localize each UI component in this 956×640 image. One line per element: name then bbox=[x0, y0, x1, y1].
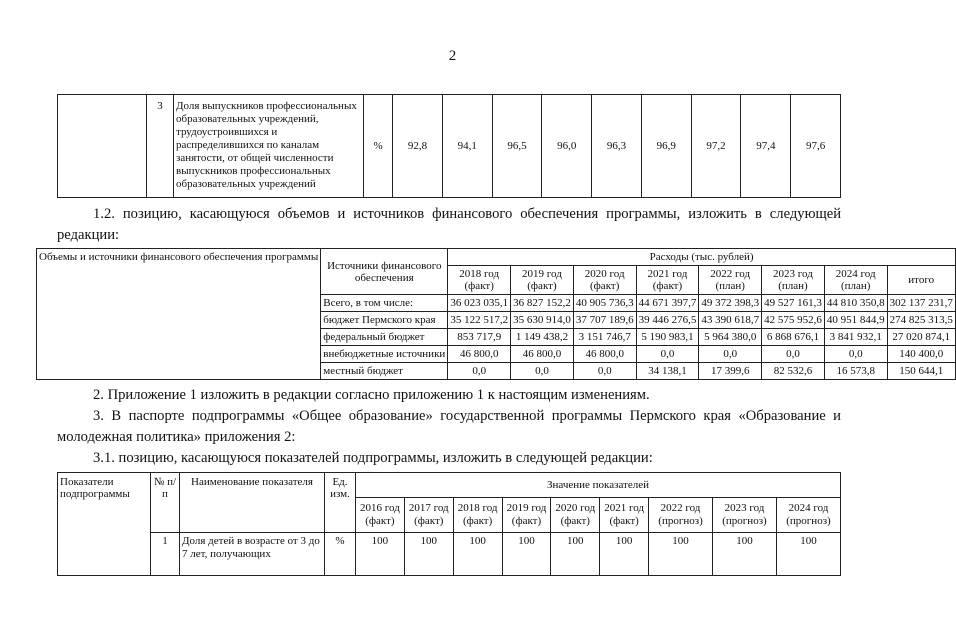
value-cell: 49 527 161,3 bbox=[762, 295, 825, 312]
source-label: местный бюджет bbox=[321, 363, 448, 380]
value-cell: 96,3 bbox=[592, 95, 642, 198]
value-cell: 100 bbox=[649, 533, 713, 576]
value-cell: 34 138,1 bbox=[636, 363, 699, 380]
value-cell: 853 717,9 bbox=[448, 329, 511, 346]
value-cell: 5 964 380,0 bbox=[699, 329, 762, 346]
indicator-name: Доля выпускников профессиональных образовательных учреждений, трудоустроившихся и распределившихся по каналам занятости, от общей численности выпускников профессиональных образовательных учреждений bbox=[174, 95, 364, 198]
number-header: № п/п bbox=[151, 473, 180, 533]
value-cell: 46 800,0 bbox=[448, 346, 511, 363]
source-label: внебюджетные источники bbox=[321, 346, 448, 363]
unit-cell: % bbox=[325, 533, 356, 576]
source-label: бюджет Пермского края bbox=[321, 312, 448, 329]
value-cell: 46 800,0 bbox=[511, 346, 574, 363]
value-cell: 1 149 438,2 bbox=[511, 329, 574, 346]
value-cell: 42 575 952,6 bbox=[762, 312, 825, 329]
value-cell: 97,2 bbox=[691, 95, 741, 198]
value-cell: 0,0 bbox=[511, 363, 574, 380]
value-cell: 100 bbox=[600, 533, 649, 576]
year-header: 2019 год (факт) bbox=[502, 498, 551, 533]
year-header: 2019 год (факт) bbox=[511, 266, 574, 295]
value-cell: 0,0 bbox=[762, 346, 825, 363]
row-number: 3 bbox=[147, 95, 174, 198]
value-cell: 100 bbox=[502, 533, 551, 576]
value-cell: 100 bbox=[776, 533, 840, 576]
value-cell: 5 190 983,1 bbox=[636, 329, 699, 346]
value-cell: 43 390 618,7 bbox=[699, 312, 762, 329]
value-cell: 17 399,6 bbox=[699, 363, 762, 380]
source-label: федеральный бюджет bbox=[321, 329, 448, 346]
year-header: 2020 год (факт) bbox=[573, 266, 636, 295]
value-cell: 302 137 231,7 bbox=[887, 295, 955, 312]
paragraph-1-2: 1.2. позицию, касающуюся объемов и источников финансового обеспечения программы, изложить в следующей редакции: bbox=[57, 206, 841, 243]
year-header: 2017 год (факт) bbox=[404, 498, 453, 533]
value-cell: 27 020 874,1 bbox=[887, 329, 955, 346]
paragraph-3-1: 3.1. позицию, касающуюся показателей подпрограммы, изложить в следующей редакции: bbox=[93, 450, 653, 466]
value-cell: 100 bbox=[551, 533, 600, 576]
value-cell: 0,0 bbox=[573, 363, 636, 380]
year-header: 2016 год (факт) bbox=[356, 498, 405, 533]
table-row bbox=[58, 533, 841, 576]
value-cell: 100 bbox=[713, 533, 777, 576]
value-cell: 40 951 844,9 bbox=[824, 312, 887, 329]
year-header: 2022 год (прогноз) bbox=[649, 498, 713, 533]
table-row bbox=[58, 95, 841, 198]
unit-cell: % bbox=[364, 95, 393, 198]
value-cell: 37 707 189,6 bbox=[573, 312, 636, 329]
expenses-header: Расходы (тыс. рублей) bbox=[448, 249, 956, 266]
value-cell: 274 825 313,5 bbox=[887, 312, 955, 329]
value-cell: 6 868 676,1 bbox=[762, 329, 825, 346]
value-cell: 49 372 398,3 bbox=[699, 295, 762, 312]
year-header: 2021 год (факт) bbox=[600, 498, 649, 533]
indicator-table-continuation bbox=[57, 94, 841, 198]
year-header: 2020 год (факт) bbox=[551, 498, 600, 533]
value-cell: 0,0 bbox=[448, 363, 511, 380]
year-header: 2023 год (план) bbox=[762, 266, 825, 295]
paragraph-2: 2. Приложение 1 изложить в редакции согласно приложению 1 к настоящим изменениям. bbox=[93, 387, 650, 403]
name-header: Наименование показателя bbox=[180, 473, 325, 533]
value-cell: 97,4 bbox=[741, 95, 791, 198]
year-header: 2023 год (прогноз) bbox=[713, 498, 777, 533]
indicators-label: Показатели подпрограммы bbox=[58, 473, 151, 576]
year-header: 2024 год (прогноз) bbox=[776, 498, 840, 533]
table-header-row bbox=[37, 249, 956, 266]
value-cell: 44 810 350,8 bbox=[824, 295, 887, 312]
value-cell: 35 630 914,0 bbox=[511, 312, 574, 329]
value-cell: 0,0 bbox=[824, 346, 887, 363]
source-label: Всего, в том числе: bbox=[321, 295, 448, 312]
value-cell: 96,9 bbox=[641, 95, 691, 198]
year-header: 2018 год (факт) bbox=[453, 498, 502, 533]
value-cell: 39 446 276,5 bbox=[636, 312, 699, 329]
value-cell: 100 bbox=[356, 533, 405, 576]
value-cell: 100 bbox=[404, 533, 453, 576]
value-cell: 150 644,1 bbox=[887, 363, 955, 380]
value-cell: 0,0 bbox=[699, 346, 762, 363]
page-number: 2 bbox=[448, 48, 457, 64]
total-header: итого bbox=[887, 266, 955, 295]
value-cell: 100 bbox=[453, 533, 502, 576]
value-cell: 40 905 736,3 bbox=[573, 295, 636, 312]
table-header-row bbox=[58, 473, 841, 498]
year-header: 2022 год (план) bbox=[699, 266, 762, 295]
values-header: Значение показателей bbox=[356, 473, 841, 498]
year-header: 2024 год (план) bbox=[824, 266, 887, 295]
unit-header: Ед. изм. bbox=[325, 473, 356, 533]
value-cell: 96,0 bbox=[542, 95, 592, 198]
row-number: 1 bbox=[151, 533, 180, 576]
value-cell: 140 400,0 bbox=[887, 346, 955, 363]
value-cell: 44 671 397,7 bbox=[636, 295, 699, 312]
value-cell: 82 532,6 bbox=[762, 363, 825, 380]
value-cell: 35 122 517,2 bbox=[448, 312, 511, 329]
value-cell: 3 841 932,1 bbox=[824, 329, 887, 346]
indicator-name: Доля детей в возрасте от 3 до 7 лет, получающих bbox=[180, 533, 325, 576]
value-cell: 96,5 bbox=[492, 95, 542, 198]
year-header: 2018 год (факт) bbox=[448, 266, 511, 295]
subprogram-indicators-table bbox=[57, 472, 841, 576]
value-cell: 92,8 bbox=[393, 95, 443, 198]
value-cell: 36 827 152,2 bbox=[511, 295, 574, 312]
funding-label: Объемы и источники финансового обеспечения программы bbox=[37, 249, 321, 380]
year-header: 2021 год (факт) bbox=[636, 266, 699, 295]
value-cell: 3 151 746,7 bbox=[573, 329, 636, 346]
table-cell-empty bbox=[58, 95, 147, 198]
funding-table bbox=[36, 248, 956, 380]
value-cell: 46 800,0 bbox=[573, 346, 636, 363]
value-cell: 94,1 bbox=[442, 95, 492, 198]
sources-header: Источники финансового обеспечения bbox=[321, 249, 448, 295]
value-cell: 36 023 035,1 bbox=[448, 295, 511, 312]
paragraph-3: 3. В паспорте подпрограммы «Общее образование» государственной программы Пермского края «Образование и молодежная политика» приложения 2: bbox=[57, 408, 841, 445]
value-cell: 97,6 bbox=[791, 95, 841, 198]
value-cell: 16 573,8 bbox=[824, 363, 887, 380]
value-cell: 0,0 bbox=[636, 346, 699, 363]
